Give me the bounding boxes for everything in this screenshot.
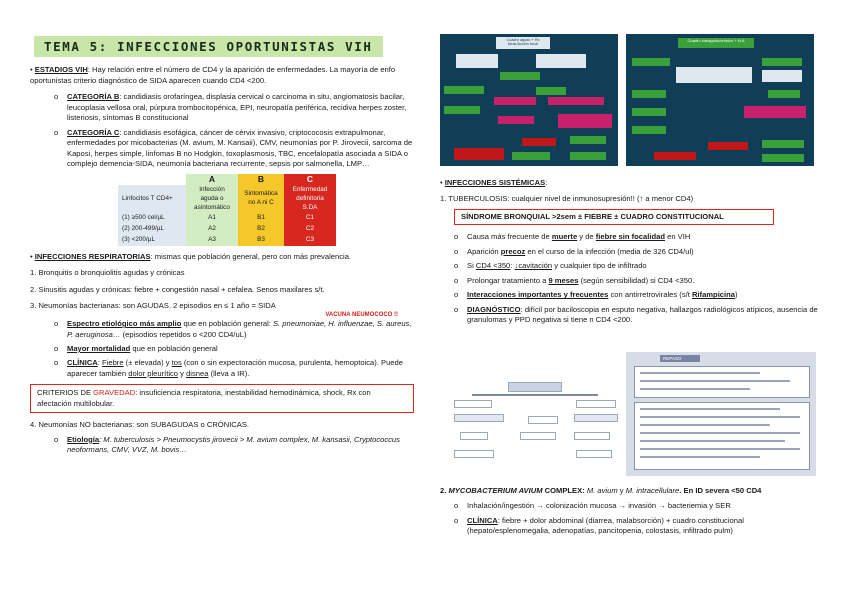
- estadios-paragraph: • ESTADIOS VIH: Hay relación entre el número de CD4 y la aparición de enfermedades. La mayoría de enfo oportunistas criterio diagnóstico de SIDA aparecen cuando CD4 <200.: [30, 65, 396, 85]
- cell-b: B3: [238, 235, 284, 246]
- clinic-text-d: (lleva a IR).: [208, 368, 250, 378]
- flow2-header: Cuadro subagudo/crónico + N.A: [678, 38, 754, 48]
- mortality-label: Mayor mortalidad: [67, 344, 131, 354]
- mac-clinic-label: CLÍNICA: [467, 515, 498, 525]
- left-column: [30, 36, 414, 461]
- tb4-text-a: Prolongar tratamiento a: [467, 275, 549, 285]
- respiratory-text: : mismas que población general, pero con más prevalencia.: [150, 251, 352, 261]
- cell-a: A3: [186, 235, 238, 246]
- flow-box-red: [522, 138, 556, 146]
- tb-bullet-1: [454, 232, 822, 242]
- flow-box: [508, 382, 562, 392]
- review-header: REPASO: [660, 355, 700, 362]
- categories-list: [54, 92, 414, 169]
- flow-box: [454, 400, 492, 408]
- text-line: [640, 440, 785, 442]
- tb3-text-c: y cualquier tipo de infiltrado: [552, 261, 647, 271]
- tb1-fever: fiebre sin focalidad: [595, 232, 665, 242]
- tb6-diagnosis: DIAGNÓSTICO: [467, 304, 521, 314]
- text-line: [640, 372, 760, 374]
- category-c-item: [54, 128, 414, 170]
- flow-box-magenta: [494, 97, 536, 105]
- tb1-text-c: en VIH: [664, 232, 691, 242]
- clinic-text-b: (con o sin expectoración mucosa, purulenta, hemoptoica). Puede aparecer también: [67, 358, 403, 378]
- col-a-letter: A: [186, 174, 238, 185]
- item-2: 2. Sinusitis agudas y crónicas: fiebre + congestión nasal + cefalea. Senos maxilares s/t.: [30, 284, 325, 294]
- flow1-header-text: Cuadro agudo + Rx tórax/Acción focal: [506, 38, 540, 47]
- mac-number: 2.: [440, 486, 449, 495]
- mac-name: MYCOBACTERIUM AVIUM: [448, 486, 543, 495]
- clinic-text-a: (± elevada) y: [123, 358, 172, 368]
- table-row: [118, 213, 336, 224]
- tb3-cavitation: ↓cavitación: [514, 261, 553, 271]
- row-label: (2) 200-499/µL: [118, 224, 186, 235]
- flow-box: [454, 414, 504, 422]
- item-3: 3. Neumonías bacterianas: son AGUDAS. 2 episodios en ≤ 1 año = SIDA: [30, 301, 276, 311]
- flow-box: [762, 70, 802, 82]
- tb1-text-b: y de: [577, 232, 596, 242]
- flow-box: [454, 450, 494, 458]
- flow-box: [574, 432, 610, 440]
- mac-intracellulare: M. intracellulare: [625, 486, 680, 495]
- tb2-early: precoz: [500, 246, 526, 256]
- text-line: [640, 416, 800, 418]
- cell-a: A2: [186, 224, 238, 235]
- tb5-rifampicin: Rifampicina: [691, 290, 735, 300]
- flow-box-green: [632, 90, 666, 98]
- tb5-text-c: ): [735, 290, 738, 300]
- flow-box: [456, 54, 498, 68]
- spectrum-label: Espectro etiológico más amplio: [67, 319, 182, 329]
- tb-bullet-2: [454, 247, 822, 257]
- bronchial-syndrome-box: SÍNDROME BRONQUIAL >2sem ± FIEBRE ± CUADRO CONSTITUCIONAL: [454, 209, 774, 225]
- flow-box-green: [762, 140, 804, 148]
- mac-bullet-2: [454, 516, 824, 537]
- cell-a: A1: [186, 213, 238, 224]
- flow-box-green: [536, 87, 566, 95]
- tb-heading: 1. TUBERCULOSIS: cualquier nivel de inmunosupresión!! (↑ a menor CD4): [440, 194, 694, 204]
- flow-box-green: [500, 72, 540, 80]
- text-line: [640, 424, 770, 426]
- flow-box: [528, 416, 558, 424]
- respiratory-label: INFECCIONES RESPIRATORIAS: [34, 251, 151, 261]
- flow-box-magenta: [744, 106, 806, 118]
- tb2-text-b: en el curso de la infección (media de 326 CD4/ul): [525, 246, 694, 256]
- spectrum-organisms: S. pneumoniae, H. influenzae, S. aureus, P. aeruginosa…: [67, 319, 412, 339]
- estadios-text: : Hay relación entre el número de CD4 y la aparición de enfermedades. La mayoría de enfo oportunistas criterio diagnóstico de SIDA aparecen cuando CD4 <200.: [30, 65, 396, 85]
- tb3-text-a: Si: [467, 261, 476, 271]
- mac-clinic-text: : fiebre + dolor abdominal (diarrea, malabsorción) + cuadro constitucional (hepato/esplenomegalia, adenopatías, pancitopenia, colostasis, infiltrado pulm): [467, 515, 744, 536]
- tb-bullet-3: [454, 261, 822, 271]
- mac-and: y: [617, 486, 626, 495]
- mac-heading: [440, 486, 824, 496]
- table-row: [118, 224, 336, 235]
- tb3-text-b: :: [510, 261, 515, 271]
- flow-box: [536, 54, 586, 68]
- flow-box-green: [444, 106, 480, 114]
- criteria-prefix: CRITERIOS DE: [37, 388, 94, 398]
- tb4-text-b: (según sensibilidad) si CD4 <350.: [578, 275, 695, 285]
- mac-complex: COMPLEX:: [542, 486, 587, 495]
- flow-box-green: [632, 58, 670, 66]
- tb2-text-a: Aparición: [467, 246, 501, 256]
- item-4: 4. Neumonías NO bacterianas: son SUBAGUDAS o CRÓNICAS.: [30, 420, 250, 430]
- text-line: [640, 432, 800, 434]
- flow-connector: [472, 394, 598, 396]
- category-b-item: [54, 92, 414, 123]
- flow-box: [576, 400, 616, 408]
- mac-bullet-1: o Inhalación/ingestión → colonización mucosa → invasión → bacteriemia y SER: [454, 501, 824, 511]
- review-box: [634, 366, 810, 398]
- review-panel: [626, 352, 816, 476]
- flow-box: [460, 432, 488, 440]
- severity-criteria-box: [30, 384, 414, 413]
- etiology-text: : M. tuberculosis > Pneumocystis jirovecii > M. avium complex, M. kansasii, Cryptococcus neoformans, CMV, VVZ, M. bovis…: [67, 434, 400, 455]
- mortality-item: [54, 344, 414, 354]
- cdc-category-table: [118, 174, 336, 245]
- row-label: (3) <200/µL: [118, 235, 186, 246]
- etiology-item: [54, 435, 414, 456]
- flow-box-green: [570, 136, 606, 144]
- adenopathy-flowchart: [448, 376, 622, 472]
- row-label: (1) ≥500 cel/µL: [118, 213, 186, 224]
- respiratory-paragraph: • INFECCIONES RESPIRATORIAS: mismas que población general, pero con más prevalencia.: [30, 251, 352, 261]
- review-box: [634, 402, 810, 470]
- mortality-text: que en población general: [130, 344, 218, 354]
- spectrum-tail: (episodios repetidos o <200 CD4/uL): [120, 329, 247, 339]
- table-corner-header: Linfocitos T CD4+: [118, 185, 186, 213]
- mac-section: [440, 486, 824, 542]
- tb1-text-a: Causa más frecuente de: [467, 232, 552, 242]
- flow-box-red: [654, 152, 696, 160]
- col-a-desc: Infección aguda o asintomático: [186, 185, 238, 213]
- category-b-text: : candidiasis orofaríngea, displasia cervical o carcinoma in situ, angiomatosis bacilar, leucoplasia vellosa oral, púrpura trombocitopénica, EPI, neuropatía periférica, recidiva herpes zoster, listeriosis, síntomas B constitucional: [67, 92, 407, 123]
- flow-box: [676, 67, 752, 83]
- spectrum-item: [54, 319, 414, 340]
- flow-box-green: [768, 90, 800, 98]
- clinic-text-c: y: [178, 368, 187, 378]
- tb-bullet-5: [454, 290, 822, 300]
- text-line: [640, 408, 780, 410]
- flow-box-green: [762, 58, 802, 66]
- tb6-text: : difícil por baciloscopia en esputo negativa, hallazgos radiológicos atípicos, ausencia de granulomas y PPD negativa si tiene n CD4 <200.: [467, 304, 818, 325]
- cell-c: C2: [284, 224, 336, 235]
- item-1: 1. Bronquitis o bronquiolitis agudas y crónicas: [30, 268, 185, 278]
- clinic-dyspnea: disnea: [186, 368, 209, 378]
- clinic-item: o CLÍNICA: Fiebre (± elevada) y tos (con o sin expectoración mucosa, purulenta, hemoptoica). Puede aparecer también dolor pleurítico y disnea (lleva a IR).: [54, 358, 414, 379]
- nonbacterial-list: [54, 435, 414, 456]
- tb3-cd4: CD4 <350: [475, 261, 511, 271]
- tb-list: [454, 232, 822, 325]
- category-b-label: CATEGORÍA B: [67, 92, 120, 102]
- flow-box: [576, 450, 612, 458]
- category-c-text: : candidiasis esofágica, cáncer de cérvix invasivo, criptococosis extrapulmonar, enfermedades por micobacterias (M. avium, M. Kansaii), CMV, neumonías por P. Jirovecii, sarcoma de Kaposi, herpes simple, linfomas B no Hodgkin, toxoplasmosis, TBC, encefalopatía asociada a SIDA o complejo demencia-SIDA, neumonía bacteriana recurrente, sepsis por salmonella, LMP…: [67, 127, 413, 168]
- criteria-text: : insuficiencia respiratoria, inestabilidad hemodinámica, shock, Rx con afectación multilobular.: [37, 388, 371, 408]
- text-line: [640, 448, 800, 450]
- vaccine-note: VACUNA NEUMOCOCO !!: [325, 311, 398, 318]
- clinic-pain: dolor pleurítico: [128, 368, 179, 378]
- clinic-label: CLÍNICA: [67, 358, 98, 368]
- table-row: [118, 235, 336, 246]
- flow-box-red: [454, 148, 504, 160]
- flow-box-green: [570, 152, 606, 160]
- cell-b: B2: [238, 224, 284, 235]
- cell-c: C3: [284, 235, 336, 246]
- text-line: [640, 388, 750, 390]
- flow1-header: [496, 37, 550, 49]
- flow-box-green: [632, 126, 666, 134]
- tb5-text-b: con antirretrovirales (s/t: [608, 290, 692, 300]
- text-line: [640, 456, 760, 458]
- acute-pneumonia-flowchart: [440, 34, 618, 166]
- category-c-label: CATEGORÍA C: [67, 127, 120, 137]
- flow-box-magenta: [558, 114, 612, 128]
- systemic-label: INFECCIONES SISTÉMICAS: [444, 178, 546, 187]
- cell-c: C1: [284, 213, 336, 224]
- mac-avium: M. avium: [586, 486, 618, 495]
- flow-box-green: [444, 86, 484, 94]
- col-c-desc: Enfermedad definitoria S.DA: [284, 185, 336, 213]
- spectrum-text: que en población general:: [181, 319, 273, 329]
- tb1-death: muerte: [551, 232, 578, 242]
- flow-box-green: [512, 152, 550, 160]
- tb-bullet-6: [454, 305, 822, 326]
- criteria-severity-word: GRAVEDAD: [93, 388, 136, 398]
- col-b-desc: Sintomática no A ni C: [238, 185, 284, 213]
- flow-box-green: [762, 154, 804, 162]
- flow-box-magenta: [548, 97, 604, 105]
- tb4-months: 9 meses: [548, 275, 579, 285]
- systemic-heading: • INFECCIONES SISTÉMICAS:: [440, 178, 548, 187]
- chronic-pneumonia-flowchart: [626, 34, 814, 166]
- flow-box-magenta: [498, 116, 534, 124]
- text-line: [640, 380, 790, 382]
- page-title: TEMA 5: INFECCIONES OPORTUNISTAS VIH: [34, 36, 383, 57]
- tb5-interactions: Interacciones importantes y frecuentes: [467, 290, 609, 300]
- estadios-label: ESTADIOS VIH: [34, 65, 88, 75]
- clinic-fever: Fiebre: [102, 358, 124, 368]
- flow-box-green: [632, 108, 666, 116]
- pneumonia-list: [54, 319, 414, 379]
- col-b-letter: B: [238, 174, 284, 185]
- table-corner-empty: [118, 174, 186, 185]
- cell-b: B1: [238, 213, 284, 224]
- flow-box: [520, 432, 556, 440]
- col-c-letter: C: [284, 174, 336, 185]
- right-column: [440, 178, 822, 331]
- flow-box: [574, 414, 618, 422]
- flow-box-red: [708, 142, 748, 150]
- etiology-label: Etiología: [67, 434, 100, 444]
- mac-severity: . En ID severa <50 CD4: [679, 486, 762, 495]
- clinic-cough: tos: [171, 358, 182, 368]
- mac-list: [454, 501, 824, 536]
- tb-bullet-4: [454, 276, 822, 286]
